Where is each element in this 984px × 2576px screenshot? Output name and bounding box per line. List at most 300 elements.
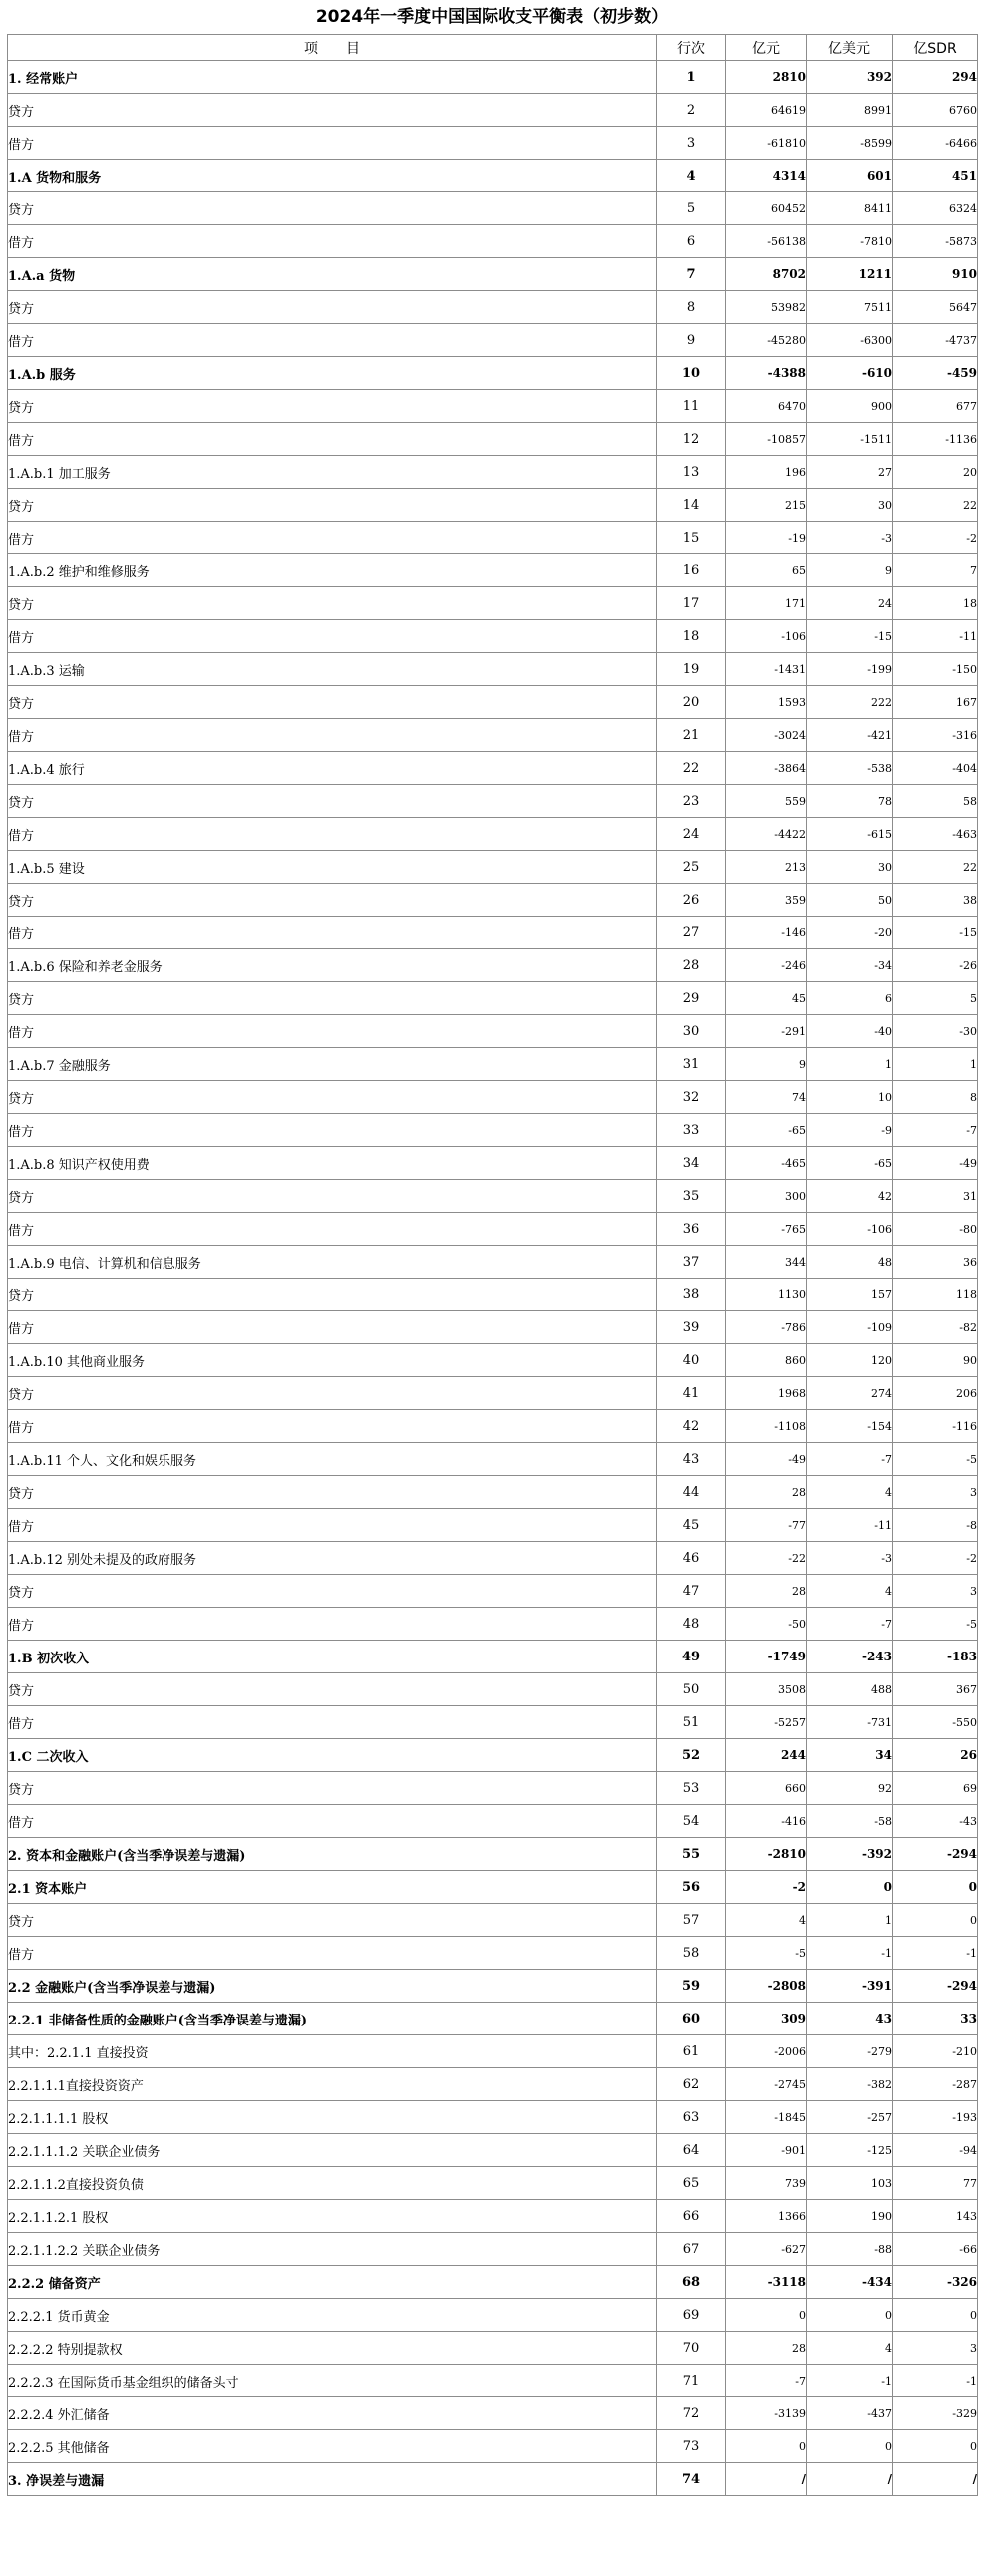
table-row <box>8 2200 978 2233</box>
value-usd-cell: -40 <box>807 1015 893 1048</box>
value-cny-cell: -146 <box>726 917 807 949</box>
item-cell: 2.2 金融账户(含当季净误差与遗漏) <box>8 1970 657 2003</box>
value-cny-cell: 53982 <box>726 291 807 324</box>
value-sdr-cell: -294 <box>893 1970 978 2003</box>
value-cny-cell: 60452 <box>726 192 807 225</box>
value-cny-cell: -627 <box>726 2233 807 2266</box>
value-cny-cell: -45280 <box>726 324 807 357</box>
value-usd-cell: -731 <box>807 1706 893 1739</box>
value-usd-cell: -106 <box>807 1213 893 1246</box>
value-usd-cell: -154 <box>807 1410 893 1443</box>
value-sdr-cell: -183 <box>893 1641 978 1673</box>
item-cell: 其中：2.2.1.1 直接投资 <box>8 2035 657 2068</box>
value-cny-cell: -3864 <box>726 752 807 785</box>
value-cny-cell: -49 <box>726 1443 807 1476</box>
value-usd-cell: 7511 <box>807 291 893 324</box>
item-cell: 借方 <box>8 818 657 851</box>
table-row <box>8 1575 978 1608</box>
item-cell: 2.2.2.2 特别提款权 <box>8 2332 657 2365</box>
table-row <box>8 1476 978 1509</box>
row-number-cell: 10 <box>657 357 726 390</box>
value-usd-cell: -109 <box>807 1311 893 1344</box>
value-sdr-cell: 7 <box>893 554 978 587</box>
item-cell: 贷方 <box>8 489 657 522</box>
row-number-cell: 3 <box>657 127 726 160</box>
value-cny-cell: -465 <box>726 1147 807 1180</box>
value-usd-cell: 392 <box>807 61 893 94</box>
row-number-cell: 32 <box>657 1081 726 1114</box>
table-row <box>8 620 978 653</box>
value-usd-cell: 103 <box>807 2167 893 2200</box>
table-row <box>8 1180 978 1213</box>
value-usd-cell: 601 <box>807 160 893 192</box>
row-number-cell: 2 <box>657 94 726 127</box>
table-row <box>8 949 978 982</box>
value-cny-cell: 3508 <box>726 1673 807 1706</box>
value-cny-cell: 244 <box>726 1739 807 1772</box>
item-cell: 借方 <box>8 1311 657 1344</box>
row-number-cell: 48 <box>657 1608 726 1641</box>
table-row <box>8 2167 978 2200</box>
row-number-cell: 73 <box>657 2430 726 2463</box>
item-cell: 1.A.b 服务 <box>8 357 657 390</box>
value-cny-cell: -1749 <box>726 1641 807 1673</box>
table-row <box>8 1279 978 1311</box>
table-row <box>8 1015 978 1048</box>
item-cell: 借方 <box>8 1410 657 1443</box>
row-number-cell: 15 <box>657 522 726 554</box>
table-row <box>8 61 978 94</box>
value-cny-cell: -22 <box>726 1542 807 1575</box>
table-row <box>8 653 978 686</box>
value-usd-cell: -1 <box>807 2365 893 2397</box>
value-cny-cell: 196 <box>726 456 807 489</box>
table-row <box>8 818 978 851</box>
row-number-cell: 24 <box>657 818 726 851</box>
value-cny-cell: -2808 <box>726 1970 807 2003</box>
item-cell: 1.C 二次收入 <box>8 1739 657 1772</box>
value-cny-cell: 4314 <box>726 160 807 192</box>
value-cny-cell: 28 <box>726 1575 807 1608</box>
table-row <box>8 2332 978 2365</box>
table-header-row <box>8 35 978 61</box>
value-cny-cell: -786 <box>726 1311 807 1344</box>
row-number-cell: 27 <box>657 917 726 949</box>
table-row <box>8 160 978 192</box>
table-row <box>8 258 978 291</box>
table-row <box>8 1706 978 1739</box>
table-row <box>8 851 978 884</box>
value-cny-cell: 309 <box>726 2003 807 2035</box>
value-sdr-cell: -66 <box>893 2233 978 2266</box>
row-number-cell: 6 <box>657 225 726 258</box>
row-number-cell: 13 <box>657 456 726 489</box>
row-number-cell: 61 <box>657 2035 726 2068</box>
table-row <box>8 2397 978 2430</box>
value-usd-cell: 4 <box>807 1575 893 1608</box>
table-row <box>8 1377 978 1410</box>
value-cny-cell: 739 <box>726 2167 807 2200</box>
row-number-cell: 64 <box>657 2134 726 2167</box>
row-number-cell: 39 <box>657 1311 726 1344</box>
item-cell: 2.2.2.3 在国际货币基金组织的储备头寸 <box>8 2365 657 2397</box>
value-usd-cell: -257 <box>807 2101 893 2134</box>
value-sdr-cell: 20 <box>893 456 978 489</box>
value-cny-cell: -416 <box>726 1805 807 1838</box>
value-usd-cell: -34 <box>807 949 893 982</box>
value-usd-cell: / <box>807 2463 893 2496</box>
header-sdr: 亿SDR <box>893 35 978 61</box>
value-usd-cell: -8599 <box>807 127 893 160</box>
row-number-cell: 45 <box>657 1509 726 1542</box>
table-row <box>8 1147 978 1180</box>
value-usd-cell: -58 <box>807 1805 893 1838</box>
value-cny-cell: -1845 <box>726 2101 807 2134</box>
value-usd-cell: -382 <box>807 2068 893 2101</box>
value-sdr-cell: 3 <box>893 1476 978 1509</box>
value-cny-cell: -5257 <box>726 1706 807 1739</box>
table-row <box>8 1904 978 1937</box>
item-cell: 贷方 <box>8 587 657 620</box>
value-usd-cell: -538 <box>807 752 893 785</box>
value-sdr-cell: 3 <box>893 2332 978 2365</box>
value-sdr-cell: 90 <box>893 1344 978 1377</box>
table-row <box>8 2003 978 2035</box>
item-cell: 1.A.b.5 建设 <box>8 851 657 884</box>
row-number-cell: 74 <box>657 2463 726 2496</box>
value-cny-cell: 1366 <box>726 2200 807 2233</box>
value-sdr-cell: 5 <box>893 982 978 1015</box>
value-sdr-cell: -8 <box>893 1509 978 1542</box>
value-sdr-cell: 0 <box>893 2299 978 2332</box>
value-cny-cell: 28 <box>726 1476 807 1509</box>
row-number-cell: 11 <box>657 390 726 423</box>
table-row <box>8 2430 978 2463</box>
table-row <box>8 587 978 620</box>
item-cell: 借方 <box>8 1015 657 1048</box>
value-sdr-cell: 77 <box>893 2167 978 2200</box>
value-sdr-cell: -193 <box>893 2101 978 2134</box>
value-sdr-cell: 6760 <box>893 94 978 127</box>
value-usd-cell: 4 <box>807 1476 893 1509</box>
value-sdr-cell: 5647 <box>893 291 978 324</box>
row-number-cell: 1 <box>657 61 726 94</box>
value-sdr-cell: 6324 <box>893 192 978 225</box>
value-sdr-cell: 38 <box>893 884 978 917</box>
item-cell: 借方 <box>8 1213 657 1246</box>
value-sdr-cell: -5873 <box>893 225 978 258</box>
table-row <box>8 1509 978 1542</box>
row-number-cell: 34 <box>657 1147 726 1180</box>
item-cell: 2.2.1.1.2直接投资负债 <box>8 2167 657 2200</box>
item-cell: 借方 <box>8 1114 657 1147</box>
value-cny-cell: 559 <box>726 785 807 818</box>
row-number-cell: 17 <box>657 587 726 620</box>
table-row <box>8 1772 978 1805</box>
value-cny-cell: 74 <box>726 1081 807 1114</box>
value-usd-cell: 0 <box>807 1871 893 1904</box>
value-sdr-cell: 3 <box>893 1575 978 1608</box>
item-cell: 贷方 <box>8 1279 657 1311</box>
row-number-cell: 56 <box>657 1871 726 1904</box>
table-row <box>8 1246 978 1279</box>
row-number-cell: 43 <box>657 1443 726 1476</box>
item-cell: 借方 <box>8 1937 657 1970</box>
row-number-cell: 33 <box>657 1114 726 1147</box>
value-cny-cell: -901 <box>726 2134 807 2167</box>
row-number-cell: 9 <box>657 324 726 357</box>
value-cny-cell: 213 <box>726 851 807 884</box>
value-sdr-cell: -2 <box>893 1542 978 1575</box>
value-usd-cell: -434 <box>807 2266 893 2299</box>
item-cell: 1.A.b.8 知识产权使用费 <box>8 1147 657 1180</box>
value-cny-cell: 8702 <box>726 258 807 291</box>
value-cny-cell: -56138 <box>726 225 807 258</box>
item-cell: 1.A.b.4 旅行 <box>8 752 657 785</box>
value-cny-cell: -2745 <box>726 2068 807 2101</box>
row-number-cell: 44 <box>657 1476 726 1509</box>
value-sdr-cell: -5 <box>893 1608 978 1641</box>
value-usd-cell: -11 <box>807 1509 893 1542</box>
item-cell: 1.A.b.10 其他商业服务 <box>8 1344 657 1377</box>
value-sdr-cell: 677 <box>893 390 978 423</box>
item-cell: 2.2.1.1.2.2 关联企业债务 <box>8 2233 657 2266</box>
row-number-cell: 52 <box>657 1739 726 1772</box>
value-usd-cell: -421 <box>807 719 893 752</box>
table-row <box>8 917 978 949</box>
table-row <box>8 489 978 522</box>
table-row <box>8 357 978 390</box>
row-number-cell: 54 <box>657 1805 726 1838</box>
value-usd-cell: -125 <box>807 2134 893 2167</box>
item-cell: 借方 <box>8 423 657 456</box>
value-cny-cell: -3024 <box>726 719 807 752</box>
value-cny-cell: -1108 <box>726 1410 807 1443</box>
item-cell: 贷方 <box>8 1180 657 1213</box>
item-cell: 1.A.b.9 电信、计算机和信息服务 <box>8 1246 657 1279</box>
value-cny-cell: -1431 <box>726 653 807 686</box>
value-usd-cell: 1211 <box>807 258 893 291</box>
value-cny-cell: 660 <box>726 1772 807 1805</box>
value-cny-cell: 9 <box>726 1048 807 1081</box>
row-number-cell: 50 <box>657 1673 726 1706</box>
header-row-number: 行次 <box>657 35 726 61</box>
value-usd-cell: 9 <box>807 554 893 587</box>
value-cny-cell: -19 <box>726 522 807 554</box>
item-cell: 贷方 <box>8 94 657 127</box>
row-number-cell: 4 <box>657 160 726 192</box>
value-sdr-cell: -150 <box>893 653 978 686</box>
item-cell: 1.A.b.12 别处未提及的政府服务 <box>8 1542 657 1575</box>
table-row <box>8 127 978 160</box>
value-usd-cell: 222 <box>807 686 893 719</box>
item-cell: 贷方 <box>8 1772 657 1805</box>
row-number-cell: 41 <box>657 1377 726 1410</box>
table-row <box>8 554 978 587</box>
row-number-cell: 59 <box>657 1970 726 2003</box>
value-usd-cell: -65 <box>807 1147 893 1180</box>
value-cny-cell: -61810 <box>726 127 807 160</box>
value-sdr-cell: 206 <box>893 1377 978 1410</box>
table-body <box>8 61 978 2496</box>
value-cny-cell: -4388 <box>726 357 807 390</box>
table-row <box>8 2101 978 2134</box>
value-sdr-cell: 294 <box>893 61 978 94</box>
value-sdr-cell: -1136 <box>893 423 978 456</box>
value-cny-cell: 4 <box>726 1904 807 1937</box>
item-cell: 借方 <box>8 1608 657 1641</box>
table-title: 2024年一季度中国国际收支平衡表（初步数） <box>315 7 669 27</box>
value-cny-cell: -3139 <box>726 2397 807 2430</box>
value-usd-cell: 1 <box>807 1904 893 1937</box>
row-number-cell: 28 <box>657 949 726 982</box>
row-number-cell: 42 <box>657 1410 726 1443</box>
value-usd-cell: 24 <box>807 587 893 620</box>
table-row <box>8 1937 978 1970</box>
row-number-cell: 5 <box>657 192 726 225</box>
value-cny-cell: -2810 <box>726 1838 807 1871</box>
value-usd-cell: 42 <box>807 1180 893 1213</box>
value-usd-cell: -15 <box>807 620 893 653</box>
value-sdr-cell: -316 <box>893 719 978 752</box>
value-sdr-cell: -80 <box>893 1213 978 1246</box>
item-cell: 借方 <box>8 620 657 653</box>
value-cny-cell: -2 <box>726 1871 807 1904</box>
item-cell: 3. 净误差与遗漏 <box>8 2463 657 2496</box>
value-usd-cell: 10 <box>807 1081 893 1114</box>
item-cell: 贷方 <box>8 1377 657 1410</box>
row-number-cell: 36 <box>657 1213 726 1246</box>
value-sdr-cell: -116 <box>893 1410 978 1443</box>
item-cell: 贷方 <box>8 1476 657 1509</box>
value-sdr-cell: / <box>893 2463 978 2496</box>
value-usd-cell: 30 <box>807 851 893 884</box>
value-cny-cell: 0 <box>726 2430 807 2463</box>
value-cny-cell: 359 <box>726 884 807 917</box>
value-usd-cell: 488 <box>807 1673 893 1706</box>
value-cny-cell: -106 <box>726 620 807 653</box>
value-sdr-cell: 367 <box>893 1673 978 1706</box>
value-sdr-cell: 1 <box>893 1048 978 1081</box>
value-sdr-cell: -1 <box>893 2365 978 2397</box>
value-usd-cell: 8991 <box>807 94 893 127</box>
value-sdr-cell: -94 <box>893 2134 978 2167</box>
row-number-cell: 14 <box>657 489 726 522</box>
value-usd-cell: 4 <box>807 2332 893 2365</box>
value-sdr-cell: -404 <box>893 752 978 785</box>
value-sdr-cell: -287 <box>893 2068 978 2101</box>
item-cell: 贷方 <box>8 982 657 1015</box>
value-cny-cell: -765 <box>726 1213 807 1246</box>
value-sdr-cell: 26 <box>893 1739 978 1772</box>
value-usd-cell: -3 <box>807 522 893 554</box>
table-row <box>8 390 978 423</box>
value-cny-cell: 64619 <box>726 94 807 127</box>
value-cny-cell: -4422 <box>726 818 807 851</box>
value-sdr-cell: 143 <box>893 2200 978 2233</box>
item-cell: 借方 <box>8 1509 657 1542</box>
value-sdr-cell: -15 <box>893 917 978 949</box>
table-row <box>8 1081 978 1114</box>
value-usd-cell: -437 <box>807 2397 893 2430</box>
item-cell: 贷方 <box>8 686 657 719</box>
row-number-cell: 19 <box>657 653 726 686</box>
table-row <box>8 884 978 917</box>
row-number-cell: 18 <box>657 620 726 653</box>
item-cell: 2.2.1.1.2.1 股权 <box>8 2200 657 2233</box>
value-cny-cell: -7 <box>726 2365 807 2397</box>
value-usd-cell: 120 <box>807 1344 893 1377</box>
table-row <box>8 1641 978 1673</box>
value-cny-cell: -77 <box>726 1509 807 1542</box>
row-number-cell: 25 <box>657 851 726 884</box>
item-cell: 贷方 <box>8 390 657 423</box>
item-cell: 借方 <box>8 1706 657 1739</box>
value-usd-cell: 27 <box>807 456 893 489</box>
row-number-cell: 31 <box>657 1048 726 1081</box>
row-number-cell: 20 <box>657 686 726 719</box>
value-sdr-cell: 58 <box>893 785 978 818</box>
table-row <box>8 1311 978 1344</box>
value-usd-cell: -391 <box>807 1970 893 2003</box>
value-sdr-cell: 0 <box>893 1904 978 1937</box>
value-cny-cell: 1968 <box>726 1377 807 1410</box>
row-number-cell: 7 <box>657 258 726 291</box>
value-usd-cell: 43 <box>807 2003 893 2035</box>
row-number-cell: 67 <box>657 2233 726 2266</box>
value-usd-cell: -1511 <box>807 423 893 456</box>
value-cny-cell: -291 <box>726 1015 807 1048</box>
balance-of-payments-table <box>7 34 978 2496</box>
row-number-cell: 55 <box>657 1838 726 1871</box>
value-cny-cell: -10857 <box>726 423 807 456</box>
row-number-cell: 58 <box>657 1937 726 1970</box>
row-number-cell: 51 <box>657 1706 726 1739</box>
table-row <box>8 1048 978 1081</box>
value-usd-cell: 34 <box>807 1739 893 1772</box>
table-row <box>8 752 978 785</box>
value-sdr-cell: -550 <box>893 1706 978 1739</box>
item-cell: 借方 <box>8 324 657 357</box>
value-sdr-cell: 118 <box>893 1279 978 1311</box>
row-number-cell: 66 <box>657 2200 726 2233</box>
value-sdr-cell: 18 <box>893 587 978 620</box>
item-cell: 贷方 <box>8 1575 657 1608</box>
row-number-cell: 70 <box>657 2332 726 2365</box>
item-cell: 借方 <box>8 522 657 554</box>
item-cell: 2.2.1.1.1.1 股权 <box>8 2101 657 2134</box>
table-row <box>8 324 978 357</box>
row-number-cell: 21 <box>657 719 726 752</box>
row-number-cell: 8 <box>657 291 726 324</box>
value-cny-cell: 2810 <box>726 61 807 94</box>
value-cny-cell: 1593 <box>726 686 807 719</box>
value-usd-cell: 30 <box>807 489 893 522</box>
item-cell: 2.2.2.1 货币黄金 <box>8 2299 657 2332</box>
item-cell: 2.2.1.1.1直接投资资产 <box>8 2068 657 2101</box>
value-usd-cell: -7 <box>807 1608 893 1641</box>
table-row <box>8 2233 978 2266</box>
item-cell: 贷方 <box>8 1081 657 1114</box>
item-cell: 2.2.2.4 外汇储备 <box>8 2397 657 2430</box>
value-cny-cell: 215 <box>726 489 807 522</box>
value-usd-cell: 1 <box>807 1048 893 1081</box>
value-usd-cell: -88 <box>807 2233 893 2266</box>
value-usd-cell: 900 <box>807 390 893 423</box>
value-sdr-cell: -459 <box>893 357 978 390</box>
table-row <box>8 1344 978 1377</box>
item-cell: 贷方 <box>8 291 657 324</box>
